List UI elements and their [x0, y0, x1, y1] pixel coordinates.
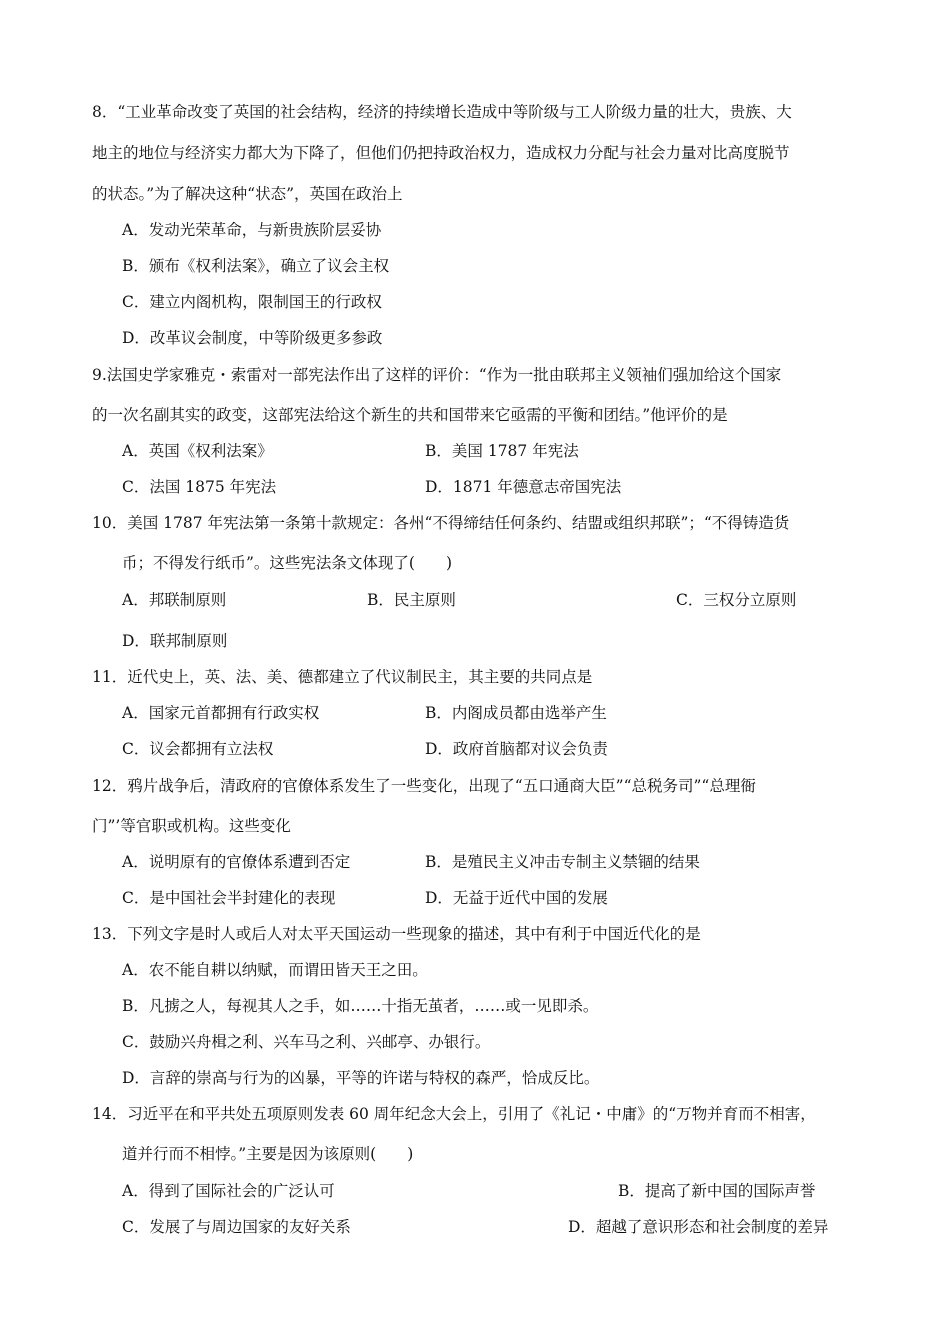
question-8-option-c: C．建立内阁机构，限制国王的行政权 [122, 293, 382, 311]
question-13-stem-line-1: 13．下列文字是时人或后人对太平天国运动一些现象的描述，其中有利于中国近代化的是 [92, 925, 701, 943]
question-12-option-c: C．是中国社会半封建化的表现 [122, 889, 336, 907]
question-10-stem-line-1: 10．美国 1787 年宪法第一条第十款规定：各州“不得缔结任何条约、结盟或组织邦联”；“不得铸造货 [92, 514, 790, 532]
question-9-option-b: B．美国 1787 年宪法 [425, 442, 579, 460]
question-11-option-b: B．内阁成员都由选举产生 [425, 704, 607, 722]
question-9-option-d: D．1871 年德意志帝国宪法 [425, 478, 622, 496]
question-14-option-a: A．得到了国际社会的广泛认可 [122, 1182, 335, 1200]
question-12-option-b: B．是殖民主义冲击专制主义禁锢的结果 [425, 853, 700, 871]
question-14-stem-line-2: 道并行而不相悖。”主要是因为该原则( ) [122, 1145, 414, 1163]
question-14-option-d: D．超越了意识形态和社会制度的差异 [568, 1218, 829, 1236]
question-10-stem-line-2: 币；不得发行纸币”。这些宪法条文体现了( ) [122, 554, 453, 572]
question-11-option-c: C．议会都拥有立法权 [122, 740, 274, 758]
question-12-stem-line-1: 12．鸦片战争后，清政府的官僚体系发生了一些变化，出现了“五口通商大臣”“总税务司”“总理衙 [92, 777, 756, 795]
question-10-option-c: C．三权分立原则 [676, 591, 797, 609]
question-13-option-b: B．凡掳之人，每视其人之手，如……十指无茧者，……或一见即杀。 [122, 997, 599, 1015]
question-12-option-d: D．无益于近代中国的发展 [425, 889, 608, 907]
question-11-stem-line-1: 11．近代史上，英、法、美、德都建立了代议制民主，其主要的共同点是 [92, 668, 593, 686]
question-12-stem-line-2: 门”’等官职或机构。这些变化 [92, 817, 291, 835]
question-8-option-d: D．改革议会制度，中等阶级更多参政 [122, 329, 383, 347]
question-9-stem-line-1: 9.法国史学家雅克・索雷对一部宪法作出了这样的评价：“作为一批由联邦主义领袖们强加给这个国家 [92, 366, 782, 384]
question-10-option-b: B．民主原则 [367, 591, 456, 609]
question-11-option-d: D．政府首脑都对议会负责 [425, 740, 608, 758]
question-9-stem-line-2: 的一次名副其实的政变，这部宪法给这个新生的共和国带来它亟需的平衡和团结。”他评价的是 [92, 406, 728, 424]
question-8-option-a: A．发动光荣革命，与新贵族阶层妥协 [122, 221, 382, 239]
question-10-option-a: A．邦联制原则 [122, 591, 227, 609]
question-14-option-c: C．发展了与周边国家的友好关系 [122, 1218, 351, 1236]
question-8-stem-line-2: 地主的地位与经济实力都大为下降了，但他们仍把持政治权力，造成权力分配与社会力量对比高度脱节 [92, 144, 790, 162]
question-13-option-d: D．言辞的崇高与行为的凶暴，平等的许诺与特权的森严，恰成反比。 [122, 1069, 600, 1087]
question-14-option-b: B．提高了新中国的国际声誉 [618, 1182, 816, 1200]
question-9-option-c: C．法国 1875 年宪法 [122, 478, 277, 496]
question-13-option-c: C．鼓励兴舟楫之利、兴车马之利、兴邮亭、办银行。 [122, 1033, 491, 1051]
question-8-stem-line-3: 的状态。”为了解决这种“状态”，英国在政治上 [92, 185, 403, 203]
question-9-option-a: A．英国《权利法案》 [122, 442, 273, 460]
question-13-option-a: A．农不能自耕以纳赋，而谓田皆天王之田。 [122, 961, 428, 979]
question-12-option-a: A．说明原有的官僚体系遭到否定 [122, 853, 351, 871]
question-8-stem-line-1: 8．“工业革命改变了英国的社会结构，经济的持续增长造成中等阶级与工人阶级力量的壮大，贵族、大 [92, 103, 792, 121]
question-11-option-a: A．国家元首都拥有行政实权 [122, 704, 320, 722]
question-10-option-d: D．联邦制原则 [122, 632, 228, 650]
question-14-stem-line-1: 14．习近平在和平共处五项原则发表 60 周年纪念大会上，引用了《礼记・中庸》的“万物并育而不相害， [92, 1105, 816, 1123]
question-8-option-b: B．颁布《权利法案》，确立了议会主权 [122, 257, 390, 275]
